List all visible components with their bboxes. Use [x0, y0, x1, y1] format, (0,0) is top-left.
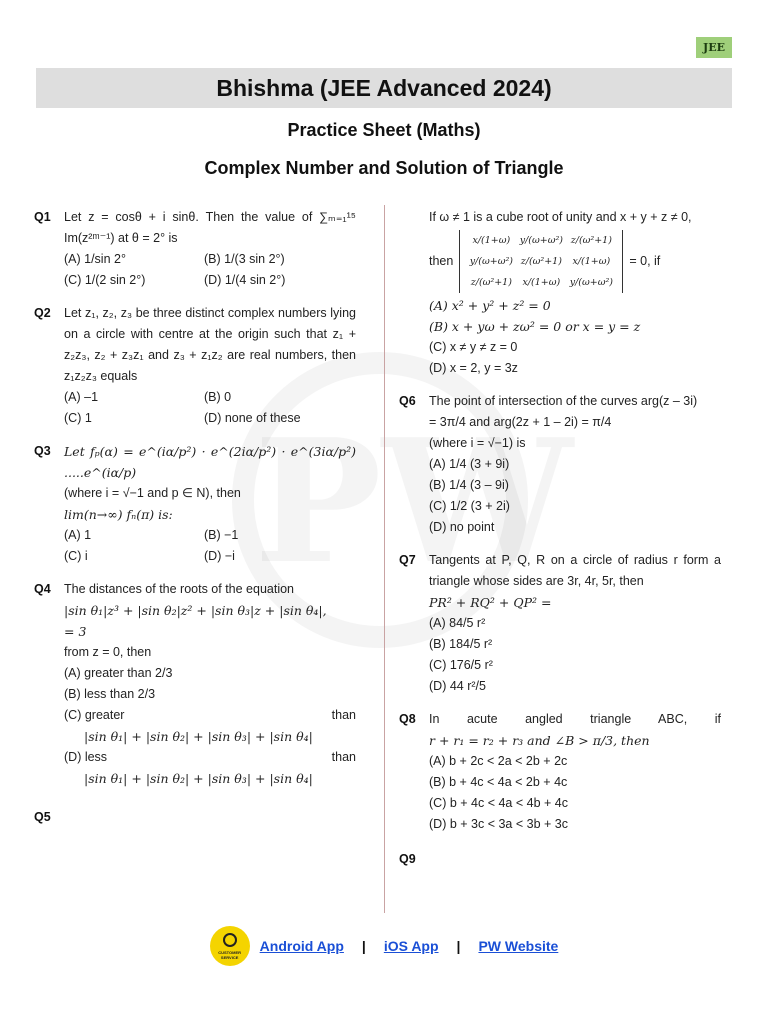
customer-service-icon — [210, 926, 250, 966]
det-cell: x/(1+ω) — [572, 256, 611, 267]
question-equation: |sin θ₁|z³ + |sin θ₂|z² + |sin θ₃|z + |sin θ₄|, — [64, 603, 327, 618]
separator: | — [361, 938, 366, 954]
question-number: Q4 — [34, 582, 51, 596]
question-number: Q1 — [34, 210, 51, 224]
option-c-than: than — [331, 708, 356, 722]
det-cell: z/(ω²+1) — [470, 277, 512, 288]
question-q2 — [34, 303, 356, 429]
question-stem: The point of intersection of the curves arg(z – 3i) — [429, 394, 698, 408]
question-number: Q6 — [399, 394, 416, 408]
header-band — [36, 68, 732, 108]
jee-badge: JEE — [696, 37, 732, 58]
determinant — [459, 230, 623, 293]
det-cell: z/(ω²+1) — [570, 235, 612, 246]
option-a: (A) b + 2c < 2a < 2b + 2c — [429, 754, 568, 768]
option-a: (A) 1 — [64, 528, 92, 542]
question-q9 — [399, 849, 721, 870]
question-stem-cont: (where i = √−1 and p ∈ N), then — [64, 486, 241, 500]
det-cell: y/(ω+ω²) — [569, 277, 613, 288]
option-c — [64, 705, 356, 726]
question-q5-continued — [399, 207, 721, 379]
question-stem-cont: from z = 0, then — [64, 645, 152, 659]
option-a: (A) –1 — [64, 390, 99, 404]
option-b: (B) b + 4c < 4a < 2b + 4c — [429, 775, 568, 789]
det-cell: z/(ω²+1) — [520, 256, 562, 267]
question-stem: In acute angled triangle ABC, if — [429, 712, 721, 726]
option-a: (A) 84/5 r² — [429, 616, 486, 630]
option-d: (D) 1/(4 sin 2°) — [204, 273, 286, 287]
option-d-expression: |sin θ₁| + |sin θ₂| + |sin θ₃| + |sin θ₄| — [84, 771, 313, 786]
column-divider — [384, 205, 385, 913]
option-c: (C) 176/5 r² — [429, 658, 493, 672]
left-column — [34, 207, 356, 840]
question-q7 — [399, 550, 721, 697]
option-c: (C) b + 4c < 4a < 4b + 4c — [429, 796, 568, 810]
question-stem: Let z = cosθ + i sinθ. Then the value of ∑ₘ₌₁¹⁵ Im(z²ᵐ⁻¹) at θ = 2° is — [64, 210, 356, 245]
option-d — [64, 747, 356, 768]
then-label: then — [429, 254, 454, 268]
determinant-row — [466, 272, 616, 293]
ios-app-link[interactable]: iOS App — [383, 938, 439, 954]
question-number: Q3 — [34, 444, 51, 458]
option-c: (C) 1/(2 sin 2°) — [64, 273, 146, 287]
question-q6 — [399, 391, 721, 538]
option-b: (B) 0 — [204, 390, 232, 404]
option-d-than: than — [331, 750, 356, 764]
question-stem: If ω ≠ 1 is a cube root of unity and x + y + z ≠ 0, — [429, 210, 692, 224]
option-d: (D) −i — [204, 549, 235, 563]
option-d: (D) 44 r²/5 — [429, 679, 486, 693]
option-d: (D) none of these — [204, 411, 301, 425]
det-cell: x/(1+ω) — [472, 235, 511, 246]
question-stem: Let fₚ(α) = e^(iα/p²) · e^(2iα/p²) · e^(3iα/p²) .....e^(iα/p) — [64, 444, 356, 480]
option-c: (C) x ≠ y ≠ z = 0 — [429, 340, 518, 354]
option-b: (B) 1/(3 sin 2°) — [204, 252, 285, 266]
question-q5 — [34, 807, 356, 828]
option-b: (B) 1/4 (3 – 9i) — [429, 478, 509, 492]
question-equation: r + r₁ = r₂ + r₃ and ∠B > π/3, then — [429, 733, 650, 748]
option-a: (A) x² + y² + z² = 0 — [429, 298, 551, 313]
option-a: (A) 1/4 (3 + 9i) — [429, 457, 510, 471]
question-stem: Tangents at P, Q, R on a circle of radius r form a triangle whose sides are 3r, 4r, 5r, then — [429, 553, 721, 588]
footer-links — [0, 926, 768, 970]
option-d: (D) x = 2, y = 3z — [429, 361, 518, 375]
det-cell: x/(1+ω) — [522, 277, 561, 288]
option-d-label: (D) less — [64, 750, 108, 764]
option-c-expression: |sin θ₁| + |sin θ₂| + |sin θ₃| + |sin θ₄| — [84, 729, 313, 744]
option-a: (A) greater than 2/3 — [64, 666, 173, 680]
option-b: (B) x + yω + zω² = 0 or x = y = z — [429, 319, 641, 334]
option-b: (B) −1 — [204, 528, 239, 542]
sheet-subtitle: Practice Sheet (Maths) — [287, 120, 481, 140]
option-d: (D) no point — [429, 520, 495, 534]
det-cell: y/(ω+ω²) — [469, 256, 513, 267]
question-number: Q8 — [399, 712, 416, 726]
option-c: (C) 1 — [64, 411, 92, 425]
page-title: Bhishma (JEE Advanced 2024) — [216, 75, 552, 101]
question-number: Q5 — [34, 810, 51, 824]
question-limit: lim(n→∞) fₙ(π) is: — [64, 507, 173, 522]
option-c: (C) 1/2 (3 + 2i) — [429, 499, 510, 513]
question-q3 — [34, 441, 356, 567]
question-number: Q9 — [399, 852, 416, 866]
question-equation-rhs: = 3 — [64, 624, 87, 639]
question-q4 — [34, 579, 356, 789]
determinant-row — [466, 230, 616, 251]
question-number: Q7 — [399, 553, 416, 567]
customer-service-text: CUSTOMER SERVICE — [218, 950, 242, 960]
right-column — [399, 207, 721, 882]
question-stem-cont: (where i = √−1) is — [429, 436, 526, 450]
determinant-row — [466, 251, 616, 272]
option-b: (B) less than 2/3 — [64, 687, 156, 701]
equals-zero: = 0, if — [629, 254, 661, 268]
option-b: (B) 184/5 r² — [429, 637, 493, 651]
option-c-label: (C) greater — [64, 708, 125, 722]
separator: | — [456, 938, 461, 954]
question-q1 — [34, 207, 356, 291]
question-stem-cont: = 3π/4 and arg(2z + 1 – 2i) = π/4 — [429, 415, 612, 429]
question-q8 — [399, 709, 721, 835]
question-stem: The distances of the roots of the equation — [64, 582, 295, 596]
det-cell: y/(ω+ω²) — [519, 235, 563, 246]
option-d: (D) b + 3c < 3a < 3b + 3c — [429, 817, 568, 831]
option-c: (C) i — [64, 549, 88, 563]
android-app-link[interactable]: Android App — [259, 938, 344, 954]
question-stem: Let z₁, z₂, z₃ be three distinct complex numbers lying on a circle with centre at the origin such that z₁ + z₂z₃, z₂ + z₃z₁ and z₃ + z₁z₂ are real numbers, then z₁z₂z₃ equals — [64, 306, 356, 383]
topic-title: Complex Number and Solution of Triangle — [204, 158, 564, 178]
option-a: (A) 1/sin 2° — [64, 252, 126, 266]
question-number: Q2 — [34, 306, 51, 320]
question-equation: PR² + RQ² + QP² = — [429, 595, 552, 610]
pw-website-link[interactable]: PW Website — [478, 938, 559, 954]
